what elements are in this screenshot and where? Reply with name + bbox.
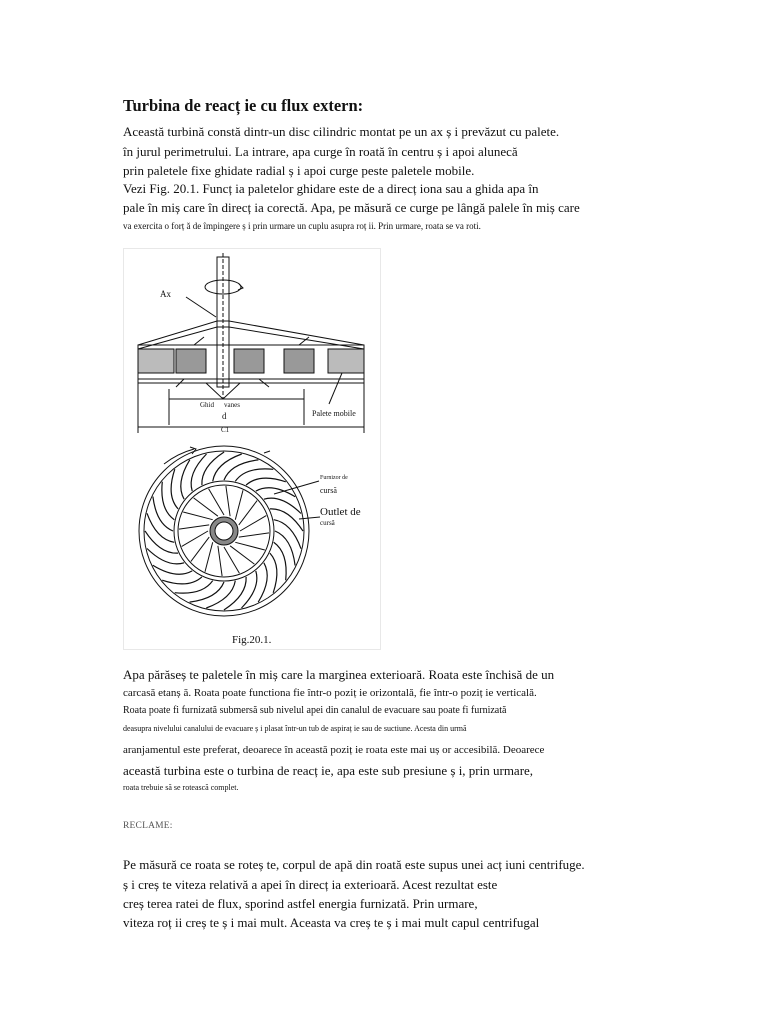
label-cursa-2: cursă (320, 519, 335, 527)
guide-vane (194, 498, 218, 516)
label-palete: Palete mobile (312, 409, 356, 418)
guide-vane (235, 542, 264, 550)
text-line: roata trebuie să se rotească complet. (123, 783, 239, 792)
label-outlet: Outlet de (320, 506, 361, 518)
text-line: ș i creș te viteza relativă a apei în direcț ia exterioară. Acest rezultat este (123, 877, 498, 892)
text-line: în jurul perimetrului. La intrare, apa curge în roată în centru ș i apoi alunecă (123, 144, 518, 159)
text-line: deasupra nivelului canalului de evacuare ș i plasat într-un tub de aspiraț ie sau de suctiune. Acesta din urmă (123, 724, 467, 733)
label-d: d (222, 411, 227, 421)
moving-vane (206, 581, 235, 608)
moving-vane (270, 553, 277, 593)
moving-vane (171, 469, 178, 509)
moving-vane (274, 542, 286, 580)
guide-vane (205, 542, 213, 572)
moving-vane (175, 581, 213, 593)
text-line: Această turbină constă dintr-un disc cilindric montat pe un ax ș i prevăzut cu palete. (123, 124, 560, 139)
turbine-diagram (124, 249, 380, 649)
label-cursa-1: cursă (320, 486, 337, 495)
text-line: Pe măsură ce roata se roteș te, corpul de apă din roată este supus unei acț iuni centrifuge. (123, 857, 585, 872)
label-d1: C1 (221, 426, 230, 434)
text-line: carcasă etanș ă. Roata poate functiona fie într-o poziț ie orizontală, fie într-o poziț ie verticală. (123, 687, 537, 699)
guide-vane (183, 512, 213, 520)
guide-vane (239, 501, 257, 525)
text-line: creș terea ratei de flux, sporind astfel energia furnizată. Prin urmare, (123, 896, 478, 911)
text-line: pale în miș care în direcț ia corectă. Apa, pe măsură ce curge pe lângă palele în miș care (123, 200, 580, 215)
moving-vane (162, 482, 174, 520)
guide-vane (235, 490, 243, 520)
text-line: prin paletele fixe ghidate radial ș i apoi curge peste paletele mobile. (123, 163, 475, 178)
moving-vane (213, 454, 242, 481)
text-line: aranjamentul este preferat, deoarece în această poziț ie roata este mai uș or accesibilă. Deoarece (123, 744, 545, 756)
moving-vane (153, 565, 192, 574)
figure-caption: Fig.20.1. (232, 634, 272, 646)
label-vanes: vanes (224, 401, 240, 409)
turbine-figure (123, 248, 381, 650)
label-furnizor: Furnizor de (320, 475, 348, 481)
moving-vane (258, 563, 267, 602)
text-line: va exercita o forț ă de împingere ș i prin urmare un cuplu asupra roț ii. Prin urmare, roata se va roti. (123, 221, 481, 231)
text-line: Vezi Fig. 20.1. Funcț ia paletelor ghidare este de a direcț iona sau a ghida apa în (123, 181, 539, 196)
guide-vane (226, 486, 230, 516)
text-line: Apa părăseș te paletele în miș care la marginea exterioară. Roata este închisă de un (123, 667, 555, 682)
guide-vane (179, 525, 209, 529)
ads-label: RECLAME: (123, 821, 173, 831)
text-line: viteza roț ii creș te ș i mai mult. Aceasta va creș te ș i mai mult capul centrifugal (123, 915, 540, 930)
moving-vane (246, 478, 286, 485)
guide-vane (191, 537, 209, 561)
guide-vane (230, 546, 254, 564)
label-ghid: Ghid (200, 401, 214, 409)
moving-vane (181, 460, 190, 499)
page-title: Turbina de reacț ie cu flux extern: (123, 96, 364, 115)
text-line: Roata poate fi furnizată submersă sub nivelul apei din canalul de evacuare sau poate fi furnizată (123, 705, 507, 716)
guide-vane (239, 533, 269, 537)
label-ax: Ax (160, 289, 171, 299)
text-line: această turbina este o turbina de reacț ie, apa este sub presiune ș i, prin urmare, (123, 763, 534, 778)
moving-vane (147, 513, 174, 542)
moving-vane (274, 520, 301, 549)
guide-vane (218, 546, 222, 576)
moving-vane (162, 577, 202, 584)
moving-vane (235, 469, 273, 481)
